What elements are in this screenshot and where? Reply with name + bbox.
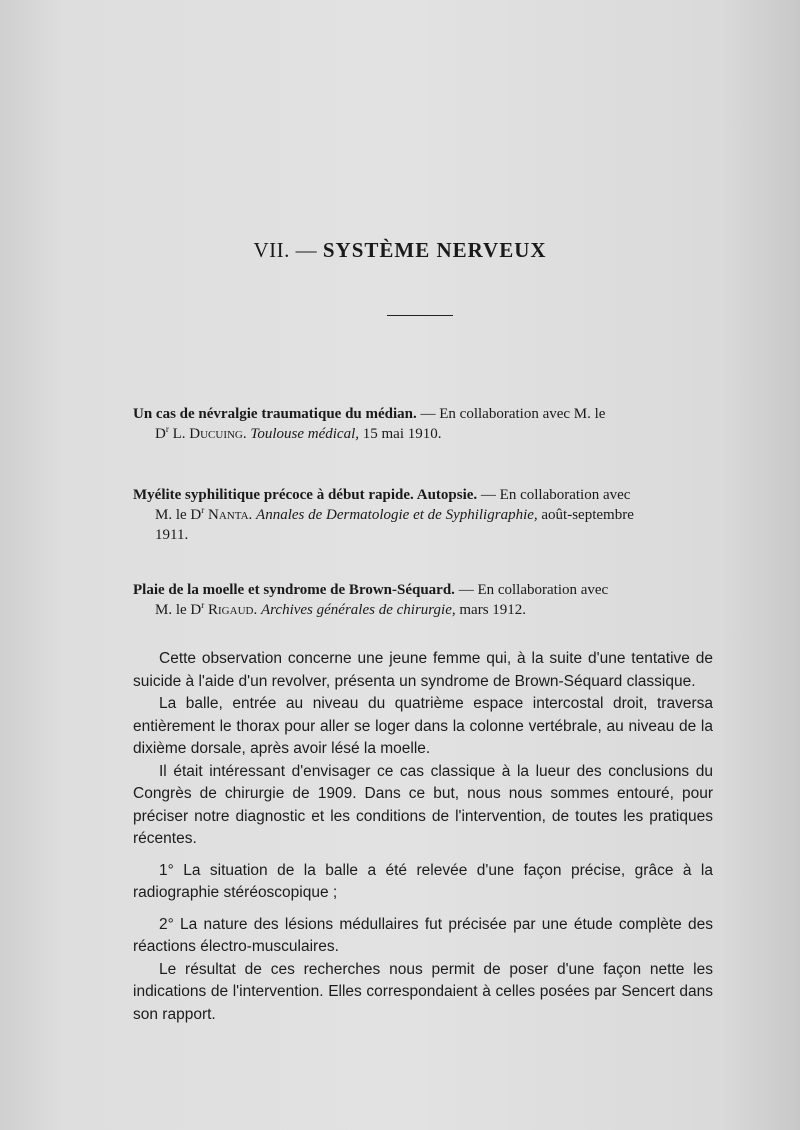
paragraph-6: Le résultat de ces recherches nous permit de poser d'une façon nette les indications de l'intervention. Elles correspondaient à celles posées par Sencert dans son rapport. bbox=[133, 960, 713, 1023]
entry-date: 15 mai 1910. bbox=[359, 426, 442, 442]
doctor-abbrev-sup: r bbox=[201, 600, 205, 610]
section-number: VII. — bbox=[253, 238, 318, 262]
paragraph-1: Cette observation concerne une jeune femme qui, à la suite d'une tentative de suicide à l'aide d'un revolver, présenta un syndrome de Brown-Séquard classique. bbox=[133, 650, 713, 690]
paragraph-2: La balle, entrée au niveau du quatrième espace intercostal droit, traversa entièrement le thorax pour aller se loger dans la colonne vertébrale, au niveau de la dixième dorsale, après avoir lésé la moelle. bbox=[133, 695, 713, 757]
paragraph-5: 2° La nature des lésions médullaires fut précisée par une étude complète des réactions électro-musculaires. bbox=[133, 915, 713, 955]
entry-title: Plaie de la moelle et syndrome de Brown-Séquard. bbox=[133, 582, 455, 598]
paragraph-4: 1° La situation de la balle a été relevée d'une façon précise, grâce à la radiographie stéréoscopique ; bbox=[133, 861, 713, 901]
paragraph-3: Il était intéressant d'envisager ce cas classique à la lueur des conclusions du Congrès de chirurgie de 1909. Dans ce but, nous nous sommes entouré, pour préciser notre diagnostic et les conditions de l'intervention, de toutes les pratiques récentes. bbox=[133, 762, 713, 847]
entry-journal: Toulouse médical, bbox=[250, 426, 359, 442]
entry-person: Nanta. bbox=[204, 507, 253, 523]
doctor-abbrev: D bbox=[190, 602, 202, 618]
section-title: SYSTÈME NERVEUX bbox=[322, 238, 547, 262]
bibliography-entry-1 bbox=[133, 404, 713, 444]
entry-collaboration: — En collaboration avec bbox=[454, 582, 609, 598]
entry-year: 1911. bbox=[155, 527, 189, 543]
entry-collaboration: — En collaboration avec bbox=[477, 487, 631, 503]
body-text bbox=[133, 648, 713, 1026]
entry-mle: M. le bbox=[155, 602, 191, 618]
section-heading bbox=[0, 238, 800, 263]
entry-mle: M. le bbox=[155, 507, 191, 523]
entry-title: Un cas de névralgie traumatique du médian. bbox=[133, 406, 417, 422]
entry-collaboration: — En collaboration avec M. le bbox=[416, 406, 606, 422]
doctor-abbrev-sup: r bbox=[201, 505, 205, 515]
entry-journal: Annales de Dermatologie et de Syphiligraphie, bbox=[256, 507, 538, 523]
heading-divider bbox=[387, 315, 453, 316]
entry-person: Rigaud. bbox=[204, 602, 258, 618]
doctor-abbrev: D bbox=[190, 507, 202, 523]
entry-person: L. Ducuing. bbox=[168, 426, 247, 442]
doctor-abbrev-sup: r bbox=[165, 424, 169, 434]
bibliography-entry-3 bbox=[133, 580, 713, 620]
bibliography-entry-2 bbox=[133, 485, 713, 545]
entry-date: août-septembre bbox=[537, 507, 634, 523]
entry-journal: Archives générales de chirurgie, bbox=[260, 602, 456, 618]
entry-date: mars 1912. bbox=[455, 602, 527, 618]
doctor-abbrev: D bbox=[155, 426, 166, 442]
entry-title: Myélite syphilitique précoce à début rapide. Autopsie. bbox=[133, 487, 478, 503]
